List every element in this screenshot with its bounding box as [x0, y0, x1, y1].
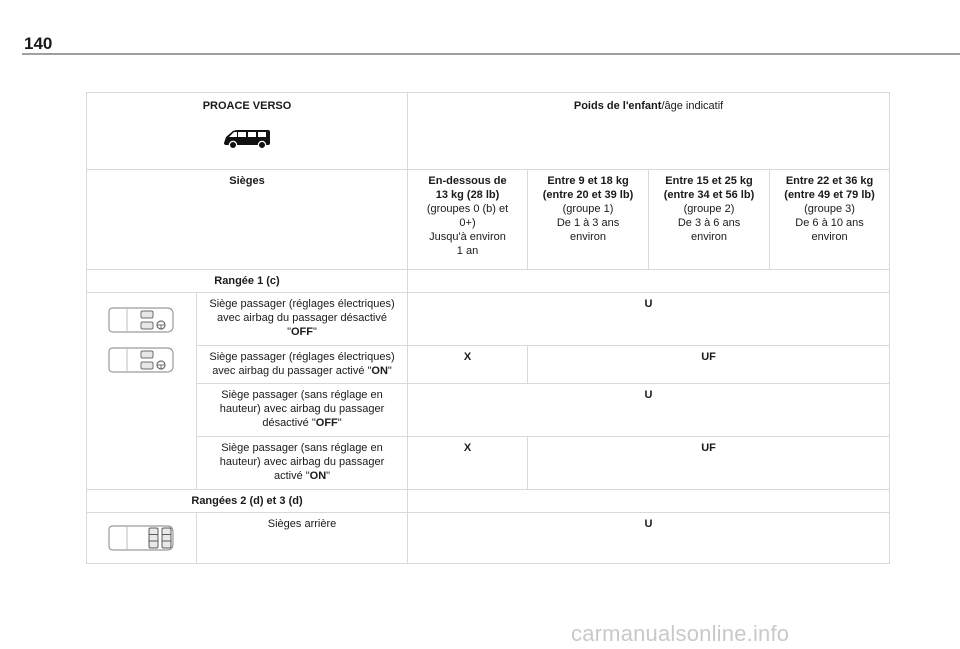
group-cell-3	[770, 170, 890, 270]
suitability-cell	[408, 437, 528, 490]
suitability-cell	[408, 346, 528, 384]
seat-desc-line: avec airbag du passager désactivé	[217, 312, 387, 324]
airbag-status: OFF	[315, 417, 338, 429]
seat-desc-cell	[197, 384, 408, 437]
table-row	[87, 513, 890, 564]
quote-open: "	[287, 326, 291, 338]
group-cell-1	[528, 170, 649, 270]
group-0-line6: 1 an	[456, 245, 479, 257]
row1-title-row	[87, 270, 890, 293]
row2-title-cell	[87, 490, 408, 513]
weight-header-bold: Poids de l'enfant	[573, 100, 662, 112]
suitability-value: U	[644, 298, 653, 310]
vehicle-header-cell	[87, 93, 408, 170]
seat-desc-line: désactivé	[262, 417, 312, 429]
group-1-line2: (entre 20 et 39 lb)	[542, 189, 634, 201]
group-2-line3: (groupe 2)	[683, 203, 735, 215]
table-row	[87, 437, 890, 490]
group-0-line5: Jusqu'à environ	[429, 231, 506, 243]
suitability-cell	[528, 346, 890, 384]
group-1-line3: (groupe 1)	[562, 203, 614, 215]
table-row	[87, 346, 890, 384]
weight-header-cell	[408, 93, 890, 170]
front-seat-figures-cell	[87, 293, 197, 490]
front-passenger-seat-diagram-icon	[107, 345, 177, 375]
group-3-line5: environ	[811, 231, 848, 243]
seats-label-cell	[87, 170, 408, 270]
quote-open: "	[305, 470, 310, 482]
seat-desc-line: Sièges arrière	[267, 518, 337, 530]
quote-close: "	[387, 365, 392, 377]
seat-desc-cell	[197, 513, 408, 564]
group-2-line5: environ	[690, 231, 728, 243]
vehicle-name: PROACE VERSO	[202, 100, 292, 112]
rear-seats-diagram-icon	[107, 523, 177, 553]
seat-desc-line: Siège passager (réglages électriques)	[209, 298, 395, 310]
van-silhouette-icon	[222, 127, 272, 151]
suitability-value: UF	[701, 442, 716, 454]
row2-title-row	[87, 490, 890, 513]
group-1-line1: Entre 9 et 18 kg	[547, 175, 629, 187]
seat-desc-line: hauteur) avec airbag du passager	[219, 456, 385, 468]
suitability-cell	[408, 293, 890, 346]
suitability-cell	[408, 513, 890, 564]
group-3-line3: (groupe 3)	[804, 203, 855, 215]
suitability-value: U	[644, 518, 653, 530]
weight-header-rest: /âge indicatif	[661, 100, 724, 112]
group-cell-2	[649, 170, 770, 270]
airbag-status: ON	[371, 365, 388, 377]
suitability-value: X	[463, 442, 472, 454]
airbag-status: ON	[309, 470, 327, 482]
suitability-value: X	[463, 351, 472, 363]
row2-title-empty	[408, 490, 890, 513]
group-2-line2: (entre 34 et 56 lb)	[663, 189, 755, 201]
seat-desc-cell	[197, 293, 408, 346]
seat-desc-line: Siège passager (sans réglage en	[221, 389, 383, 401]
quote-close: "	[313, 326, 317, 338]
table-row	[87, 384, 890, 437]
seat-desc-line: activé	[273, 470, 306, 482]
seat-desc-cell	[197, 437, 408, 490]
group-0-line2: 13 kg (28 lb)	[435, 189, 500, 201]
suitability-value: UF	[701, 351, 716, 363]
page-number: 140	[24, 34, 53, 53]
quote-close: "	[326, 470, 331, 482]
quote-open: "	[311, 417, 316, 429]
group-0-line4: 0+)	[459, 217, 476, 229]
seat-desc-line: Siège passager (sans réglage en	[221, 442, 383, 454]
front-passenger-seat-diagram-icon	[107, 305, 177, 335]
row1-title: Rangée 1 (c)	[214, 275, 280, 287]
row1-title-empty	[408, 270, 890, 293]
group-2-line1: Entre 15 et 25 kg	[665, 175, 753, 187]
table-row	[87, 293, 890, 346]
seat-desc-line: hauteur) avec airbag du passager	[219, 403, 385, 415]
group-cell-0	[408, 170, 528, 270]
header-rule	[22, 53, 960, 55]
row1-title-cell	[87, 270, 408, 293]
suitability-value: U	[644, 389, 653, 401]
row2-title: Rangées 2 (d) et 3 (d)	[191, 495, 303, 507]
suitability-cell	[528, 437, 890, 490]
quote-close: "	[337, 417, 342, 429]
seat-desc-cell	[197, 346, 408, 384]
table-header-row	[87, 93, 890, 170]
watermark: carmanualsonline.info	[571, 621, 790, 646]
group-1-line4: De 1 à 3 ans	[556, 217, 620, 229]
group-3-line1: Entre 22 et 36 kg	[785, 175, 874, 187]
groups-row	[87, 170, 890, 270]
quote-open: "	[367, 365, 372, 377]
airbag-status: OFF	[291, 326, 313, 338]
rear-seat-figure-cell	[87, 513, 197, 564]
seat-desc-line: avec airbag du passager activé	[212, 365, 368, 377]
group-3-line4: De 6 à 10 ans	[795, 217, 864, 229]
group-0-line3: (groupes 0 (b) et	[426, 203, 509, 215]
suitability-cell	[408, 384, 890, 437]
seat-desc-line: Siège passager (réglages électriques)	[209, 351, 395, 363]
seats-label: Sièges	[229, 175, 265, 187]
group-0-line1: En-dessous de	[428, 175, 507, 187]
group-3-line2: (entre 49 et 79 lb)	[784, 189, 875, 201]
child-seat-table	[86, 92, 890, 564]
group-2-line4: De 3 à 6 ans	[677, 217, 741, 229]
group-1-line5: environ	[569, 231, 607, 243]
